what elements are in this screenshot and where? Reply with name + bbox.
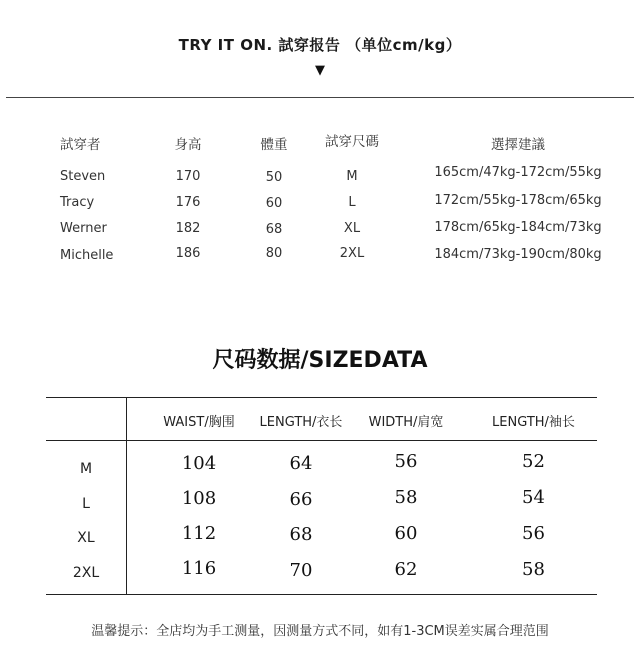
- tryon-report-title: TRY IT ON. 試穿报告 （单位cm/kg）: [178, 36, 462, 54]
- column-header-width: WIDTH/肩宽: [368, 415, 444, 430]
- column-header-tester: 試穿者: [60, 137, 101, 153]
- table-column-divider: [126, 397, 127, 595]
- column-header-height: 身高: [174, 137, 202, 153]
- column-header-length: LENGTH/衣长: [259, 415, 343, 430]
- tester-name: Tracy: [60, 195, 95, 210]
- width-value: 58: [394, 487, 418, 508]
- table-bottom-border: [46, 594, 597, 595]
- waist-value: 112: [181, 523, 217, 544]
- down-arrow-icon: ▼: [315, 63, 325, 78]
- tester-recommendation: 165cm/47kg-172cm/55kg: [434, 165, 602, 180]
- size-data-table: [46, 397, 597, 595]
- tester-height: 182: [175, 221, 201, 236]
- tester-size: L: [348, 195, 356, 210]
- column-header-sleeve-length: LENGTH/袖长: [492, 415, 575, 430]
- sleeve-length-value: 54: [522, 487, 545, 508]
- table-top-border: [46, 397, 597, 398]
- column-header-waist: WAIST/胸围: [163, 415, 235, 430]
- sleeve-length-value: 56: [522, 523, 545, 544]
- header-divider: [6, 97, 634, 98]
- tester-height: 170: [175, 169, 201, 184]
- tester-name: Michelle: [60, 248, 114, 263]
- table-header-divider: [46, 440, 597, 441]
- column-header-tried-size: 試穿尺碼: [325, 134, 379, 150]
- width-value: 60: [394, 523, 418, 544]
- size-data-title: 尺码数据/SIZEDATA: [212, 348, 428, 373]
- size-label: 2XL: [72, 565, 100, 581]
- tester-recommendation: 172cm/55kg-178cm/65kg: [434, 193, 602, 208]
- length-value: 66: [289, 489, 313, 510]
- tester-name: Werner: [60, 221, 107, 236]
- width-value: 62: [394, 559, 418, 580]
- size-label: M: [79, 461, 93, 477]
- tester-size: M: [346, 169, 358, 184]
- column-header-recommendation: 選擇建議: [491, 137, 545, 153]
- tester-weight: 60: [265, 196, 283, 211]
- size-label: XL: [77, 530, 95, 546]
- length-value: 68: [289, 524, 313, 545]
- tester-height: 186: [175, 246, 201, 261]
- tester-height: 176: [175, 195, 201, 210]
- tester-size: XL: [343, 221, 361, 236]
- length-value: 64: [289, 453, 313, 474]
- waist-value: 108: [181, 488, 217, 509]
- tester-name: Steven: [60, 169, 106, 184]
- waist-value: 116: [181, 558, 217, 579]
- tester-weight: 50: [265, 170, 283, 185]
- tester-size: 2XL: [339, 246, 365, 261]
- length-value: 70: [289, 560, 313, 581]
- sleeve-length-value: 52: [522, 451, 545, 472]
- tester-recommendation: 178cm/65kg-184cm/73kg: [434, 220, 602, 235]
- sleeve-length-value: 58: [522, 559, 545, 580]
- width-value: 56: [394, 451, 418, 472]
- tester-weight: 68: [265, 222, 283, 237]
- tester-recommendation: 184cm/73kg-190cm/80kg: [434, 247, 602, 262]
- waist-value: 104: [181, 453, 217, 474]
- measurement-footnote: 温馨提示：全店均为手工测量，因测量方式不同，如有1-3CM误差实属合理范围: [91, 624, 549, 639]
- size-label: L: [82, 496, 90, 512]
- tester-weight: 80: [265, 246, 283, 261]
- column-header-weight: 體重: [260, 137, 288, 153]
